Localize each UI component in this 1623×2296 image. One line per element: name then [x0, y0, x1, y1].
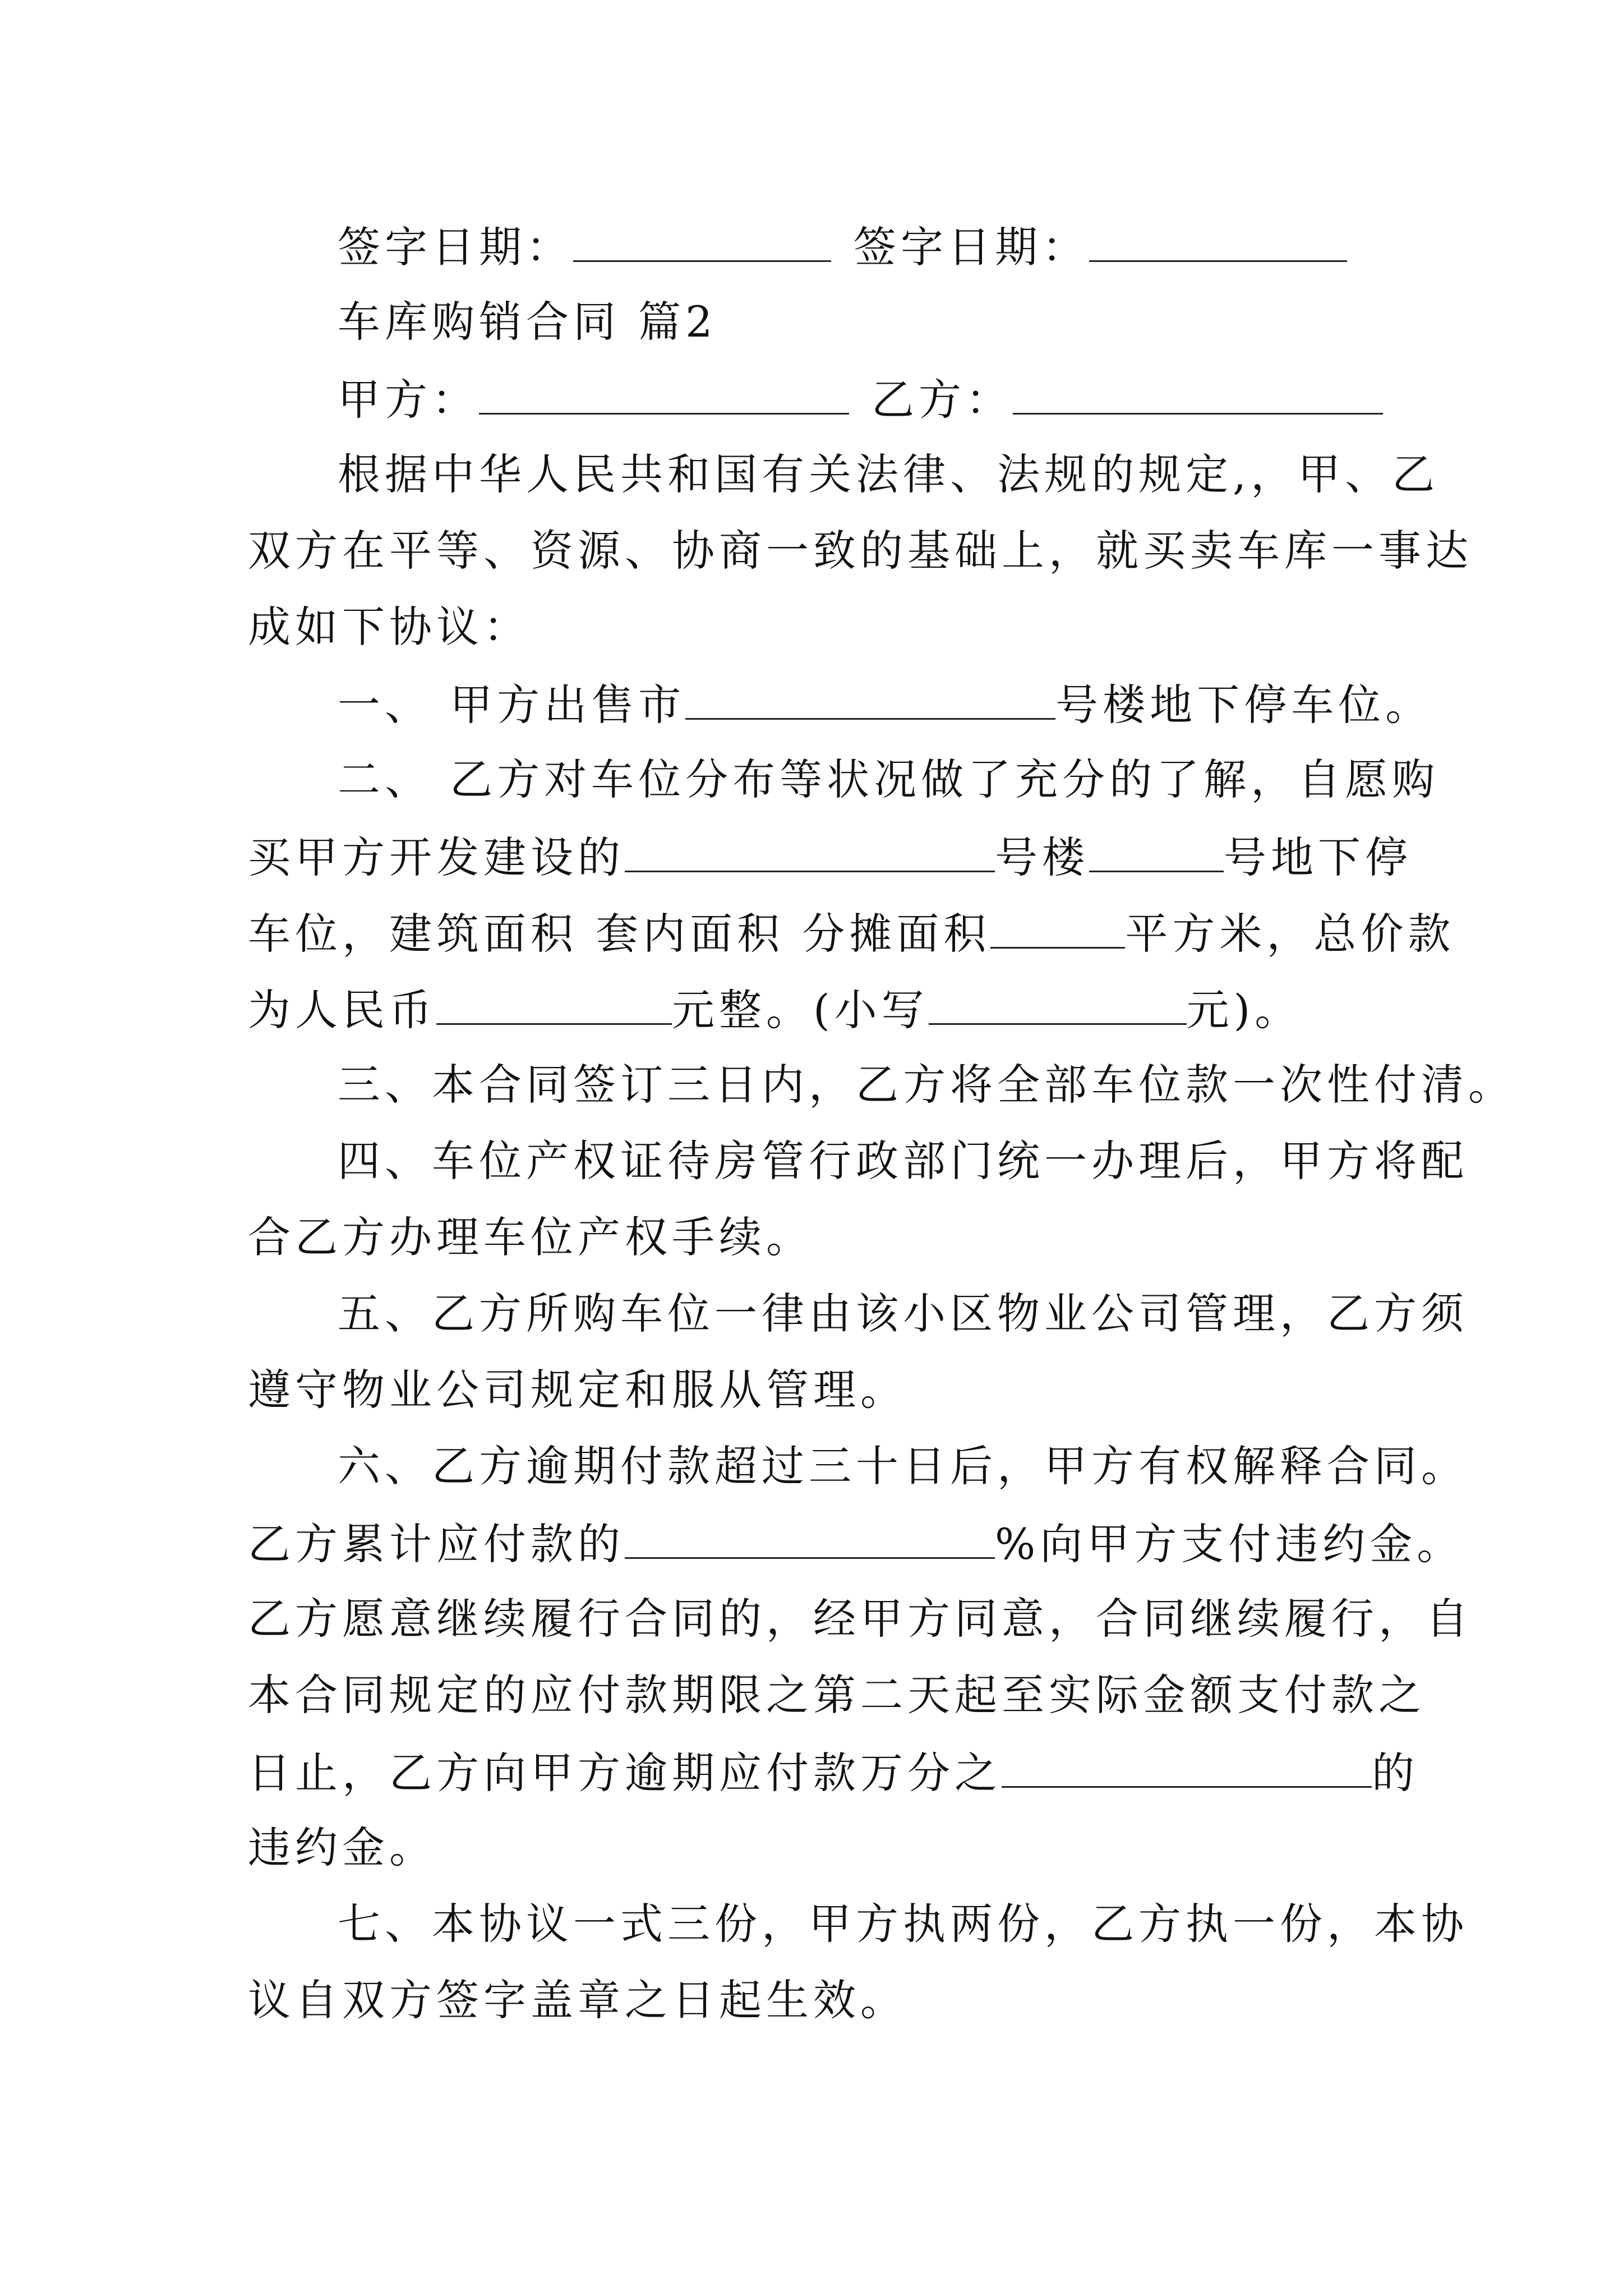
clause-6-line-5-suffix: 的 [1372, 1748, 1419, 1798]
clause-2-line-2-prefix: 买甲方开发建设的 [248, 832, 625, 882]
signature-date-blank-right[interactable] [1089, 218, 1347, 262]
clause-2-line-4-prefix: 为人民币 [248, 985, 436, 1035]
area-blank[interactable] [990, 904, 1125, 949]
clause-1 [338, 675, 1476, 731]
clause-2-line-4-middle: 元整。(小写 [672, 985, 929, 1035]
party-b-blank[interactable] [1013, 370, 1383, 415]
clause-1-prefix: 一、 甲方出售市 [338, 680, 686, 730]
clause-2-line-4-suffix: 元)。 [1186, 985, 1302, 1035]
preamble-line-2: 双方在平等、资源、协商一致的基础上，就买卖车库一事达 [248, 526, 1473, 576]
clause-2-line-3-suffix: 平方米，总价款 [1125, 909, 1455, 959]
clause-2-line-1: 二、 乙方对车位分布等状况做了充分的了解，自愿购 [338, 754, 1440, 804]
party-b-label: 乙方： [872, 375, 1013, 425]
clause-2-line-2-middle: 号楼 [995, 832, 1089, 882]
price-words-blank[interactable] [436, 981, 672, 1025]
price-figures-blank[interactable] [929, 981, 1187, 1025]
preamble-line-3: 成如下协议： [248, 602, 531, 652]
clause-7-line-2: 议自双方签字盖章之日起生效。 [248, 1975, 907, 2025]
clause-5-line-2: 遵守物业公司规定和服从管理。 [248, 1365, 907, 1415]
clause-6-line-2-suffix: %向甲方支付违约金。 [995, 1519, 1464, 1569]
building-blank[interactable] [625, 828, 995, 872]
penalty-percent-blank[interactable] [625, 1515, 995, 1559]
clause-4-line-1: 四、车位产权证待房管行政部门统一办理后，甲方将配 [338, 1136, 1468, 1186]
clause-6-line-5 [248, 1743, 1419, 1800]
clause-2-line-3 [248, 904, 1455, 960]
party-a-label: 甲方： [338, 375, 479, 425]
clause-1-suffix: 号楼地下停车位。 [1055, 680, 1433, 730]
clause-5-line-1: 五、乙方所购车位一律由该小区物业公司管理，乙方须 [338, 1289, 1468, 1338]
signature-date-line [338, 218, 1476, 274]
clause-6-line-3: 乙方愿意继续履行合同的，经甲方同意，合同继续履行，自 [248, 1594, 1473, 1644]
signature-date-label-left: 签字日期： [338, 222, 573, 272]
contract-heading: 车库购销合同 篇2 [338, 297, 717, 347]
penalty-rate-blank[interactable] [1002, 1743, 1372, 1788]
parties-line [338, 370, 1476, 426]
clause-6-line-5-prefix: 日止，乙方向甲方逾期应付款万分之 [248, 1748, 1002, 1798]
clause-6-line-1: 六、乙方逾期付款超过三十日后，甲方有权解释合同。 [338, 1441, 1468, 1491]
preamble-line-1: 根据中华人民共和国有关法律、法规的规定,，甲、乙 [338, 449, 1440, 499]
unit-blank[interactable] [1089, 828, 1224, 872]
clause-2-line-4 [248, 981, 1386, 1037]
clause-6-line-6: 违约金。 [248, 1823, 436, 1872]
clause-7-line-1: 七、本协议一式三份，甲方执两份，乙方执一份，本协 [338, 1899, 1468, 1949]
clause-6-line-2 [248, 1515, 1464, 1571]
clause-6-line-2-prefix: 乙方累计应付款的 [248, 1519, 625, 1569]
clause-4-line-2: 合乙方办理车位产权手续。 [248, 1212, 813, 1262]
clause-2-line-2-suffix: 号地下停 [1224, 832, 1412, 882]
clause-3: 三、本合同签订三日内，乙方将全部车位款一次性付清。 [338, 1060, 1515, 1110]
party-a-blank[interactable] [479, 370, 849, 415]
clause-6-line-4: 本合同规定的应付款期限之第二天起至实际金额支付款之 [248, 1670, 1426, 1720]
clause-2-line-2 [248, 828, 1412, 884]
signature-date-blank-left[interactable] [573, 218, 831, 262]
signature-date-label-right: 签字日期： [854, 222, 1089, 272]
clause-1-blank[interactable] [685, 675, 1055, 720]
clause-2-line-3-prefix: 车位，建筑面积 套内面积 分摊面积 [248, 909, 991, 959]
